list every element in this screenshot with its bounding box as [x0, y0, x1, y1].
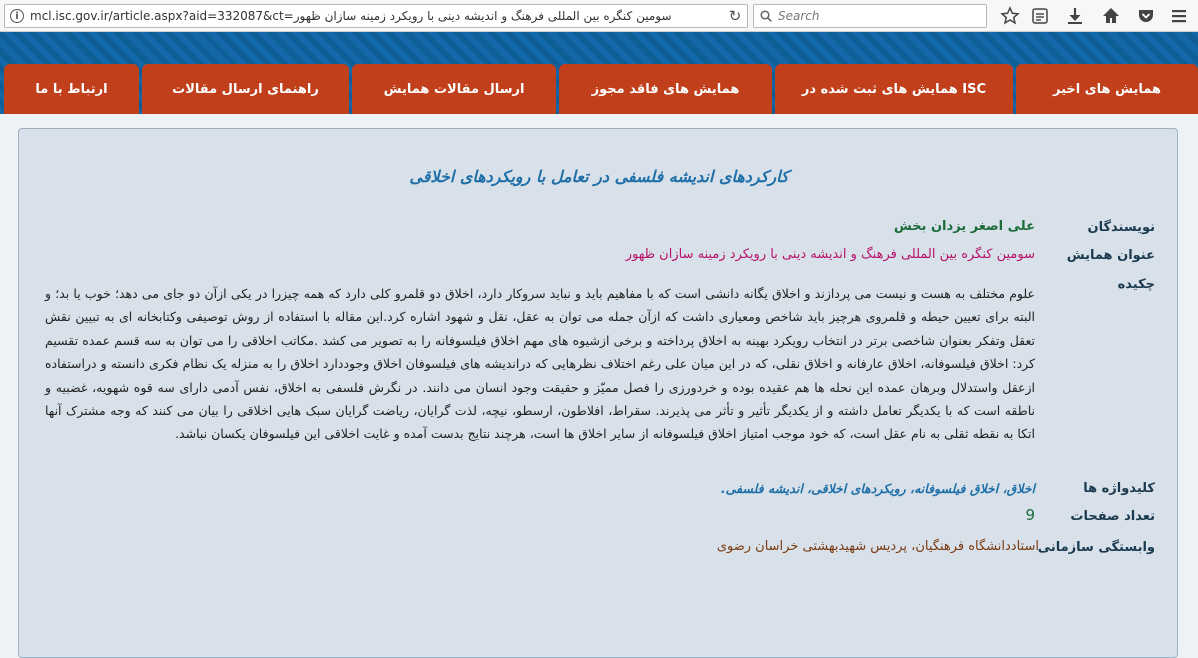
browser-toolbar: [0, 0, 1198, 32]
address-bar[interactable]: [4, 4, 748, 28]
menu-icon[interactable]: [1169, 6, 1189, 26]
search-input[interactable]: [778, 7, 978, 25]
main-nav: [4, 64, 1198, 114]
info-icon[interactable]: i: [10, 9, 24, 23]
star-icon[interactable]: [1000, 6, 1020, 26]
tab-submission-guide[interactable]: راهنمای ارسال مقالات: [142, 64, 349, 114]
article-title: کارکردهای اندیشه فلسفی در تعامل با رویکردهای اخلاقی: [409, 167, 789, 186]
abstract-label: چکیده: [1117, 277, 1155, 292]
conference-value[interactable]: سومین کنگره بین المللی فرهنگ و اندیشه دینی با رویکرد زمینه سازان ظهور: [625, 247, 1035, 262]
keywords-value: اخلاق، اخلاق فیلسوفانه، رویکردهای اخلاقی، اندیشه فلسفی.: [720, 481, 1035, 496]
affiliation-label: وابستگی سازمانی: [1037, 540, 1155, 555]
home-icon[interactable]: [1101, 6, 1121, 26]
pages-label: تعداد صفحات: [1070, 509, 1155, 524]
reload-icon[interactable]: ↻: [728, 7, 742, 25]
pages-value: 9: [1025, 506, 1035, 524]
authors-label: نویسندگان: [1087, 220, 1155, 235]
tab-contact-us[interactable]: ارتباط با ما: [4, 64, 139, 114]
tab-submit-papers[interactable]: ارسال مقالات همایش: [352, 64, 556, 114]
reader-icon[interactable]: [1030, 6, 1050, 26]
article-panel: [18, 128, 1178, 658]
url-text[interactable]: mcl.isc.gov.ir/article.aspx?aid=332087&ct=سومین کنگره بین المللی فرهنگ و اندیشه دینی با رویکرد زمینه سازان ظهور: [30, 9, 672, 23]
affiliation-value: استاددانشگاه فرهنگیان، پردیس شهیدبهشتی خراسان رضوی: [716, 539, 1039, 554]
abstract-text: علوم مختلف به هست و نیست می پردازند و اخلاق یگانه دانشی است که با مفاهیم باید و نباید سروکار دارد، اخلاق دو قلمرو کلی دارد که همه چیزرا در یکی ازآن دو جای می دهد؛ خوب یا بد؛ و البته برای تعیین حیطه و قلمروی هرچیز باید شاخص ومعیاری داشت که ازآن جمله می توان به عقل، نقل و شهود اشاره کرد.این مقاله با استفاده از روش توصیفی وکتابخانه ای به تبیین نقش تعقل وتفکر بعنوان شاخصی برتر در انتخاب رویکرد بهینه به اخلاق پرداخته و برخی ازشیوه های مهم اخلاق فیلسوفانه را به تصویر می کشد .مکاتب اخلاقی را می توان به سه قسم عمده تقسیم کرد: اخلاق فیلسوفانه، اخلاق عارفانه و اخلاق نقلی، که در این میان علی رغم اختلاف نظرهایی که دراندیشه های فیلسوفان اخلاق وجوددارد اخلاق را به منزله یک نظام فکری دانسته و دراستفاده ازعقل واستدلال وبرهان عمده این نحله ها هم عقیده بوده و خردورزی را فصل ممیّز و حقیقت وجود انسان می دانند. در نگرش فلسفی به اخلاق، نفس آدمی دارای سه قوه شهویه، غضبیه و ناطقه است که با یکدیگر تعامل داشته و از یکدیگر تأثیر و تأثر می پذیرند. سقراط، افلاطون، ارسطو، نیچه، لذت گرایان، ریاضت گرایان سبک هایی اخلاقی را بیان می کنند که وجه مشترک آنها اتکا به نقطه ثقلی به نام عقل است، که خود موجب امتیاز اخلاق فیلسوفانه از سایر اخلاق ها است، هرچند نتایج بدست آمده و غایت اخلاقی این فیلسوفان یکسان نباشد.: [45, 286, 1035, 442]
search-icon: [760, 10, 772, 22]
download-icon[interactable]: [1065, 6, 1085, 26]
search-box[interactable]: [753, 4, 987, 28]
tab-unlicensed-conferences[interactable]: همایش های فاقد مجوز: [559, 64, 772, 114]
pocket-icon[interactable]: [1136, 6, 1156, 26]
conference-label: عنوان همایش: [1066, 248, 1155, 263]
authors-value[interactable]: علی اصغر یزدان بخش: [893, 219, 1035, 234]
tab-recent-conferences[interactable]: همایش های اخیر: [1016, 64, 1198, 114]
tab-isc-registered[interactable]: همایش های ثبت شده در ISC: [775, 64, 1013, 114]
keywords-label: کلیدواژه ها: [1083, 481, 1155, 496]
